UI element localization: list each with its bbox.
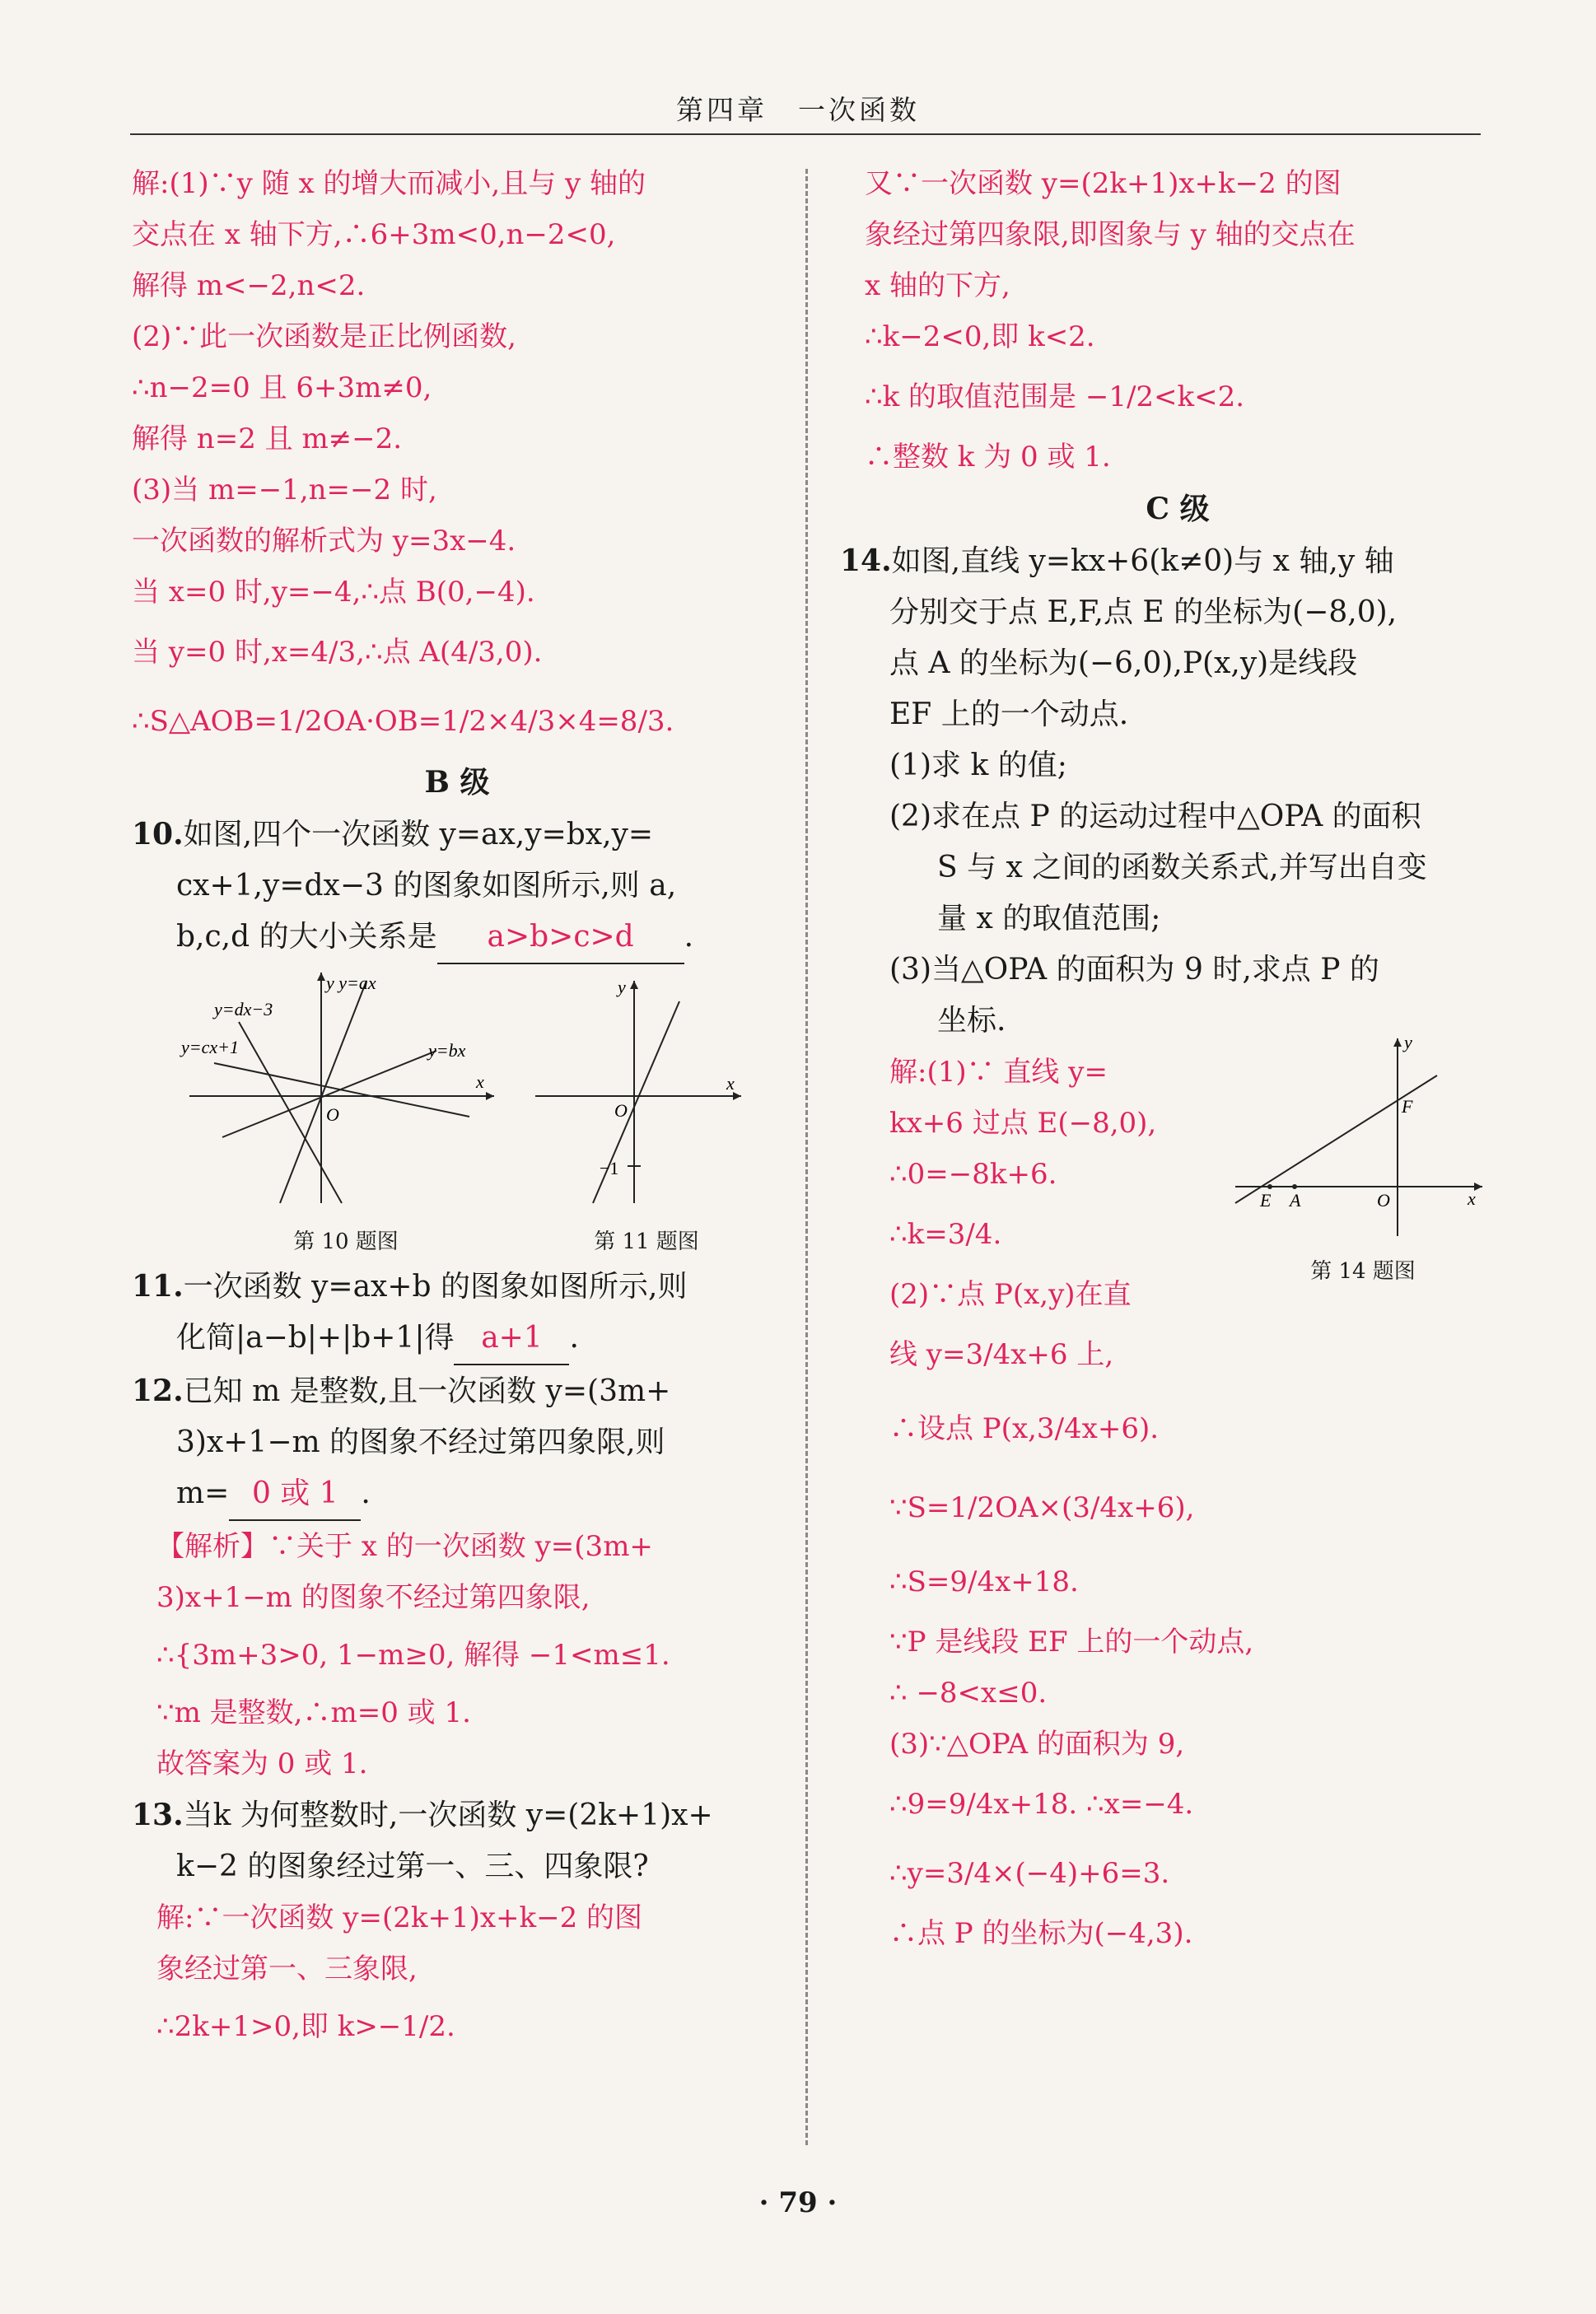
q14-solution-line: ∴ −8<x≤0. <box>889 1677 1048 1710</box>
q11-text: 一次函数 y=ax+b 的图象如图所示,则 <box>183 1270 688 1304</box>
q14-part: S 与 x 之间的函数关系式,并写出自变 <box>937 851 1427 884</box>
fig10-label: y=cx+1 <box>181 1037 239 1057</box>
fig10-caption: 第 10 题图 <box>293 1229 399 1254</box>
q10-text: 如图,四个一次函数 y=ax,y=bx,y= <box>183 818 654 851</box>
fig14-label: y <box>1404 1032 1412 1052</box>
figure-10 <box>181 964 502 1255</box>
sol9-line: 当 x=0 时,y=−4,∴点 B(0,−4). <box>132 576 535 609</box>
fig11-label: x <box>726 1073 735 1094</box>
figure-10-graph <box>181 964 502 1211</box>
q14-solution-line: 线 y=3/4x+6 上, <box>889 1338 1114 1371</box>
q11-answer-blank <box>454 1313 569 1365</box>
question-10: 10.如图,四个一次函数 y=ax,y=bx,y= cx+1,y=dx−3 的图象如图所示,则 a, b,c,d 的大小关系是 a>b>c>d . <box>132 809 782 964</box>
sol9-line: 解得 n=2 且 m≠−2. <box>132 422 403 455</box>
fig11-label: y <box>618 977 626 997</box>
sol13-line: x 轴的下方, <box>865 269 1010 302</box>
question-14 <box>840 535 1491 1959</box>
sol9-line: 当 y=0 时,x=4/3,∴点 A(4/3,0). <box>132 636 543 669</box>
q12-number: 12. <box>132 1374 184 1408</box>
fig10-label: y=bx <box>428 1040 466 1061</box>
q14-solution-line: (2)∵点 P(x,y)在直 <box>889 1278 1132 1311</box>
q14-text: 如图,直线 y=kx+6(k≠0)与 x 轴,y 轴 <box>891 544 1394 578</box>
q13-solution-line: ∴2k+1>0,即 k>−1/2. <box>156 2010 455 2043</box>
q13-solution-line: 象经过第一、三象限, <box>156 1952 418 1985</box>
q12-analysis-line: ∴{3m+3>0, 1−m≥0, 解得 −1<m≤1. <box>156 1639 670 1672</box>
fig11-caption: 第 11 题图 <box>594 1229 699 1254</box>
q14-solution-line: ∴S=9/4x+18. <box>889 1565 1079 1598</box>
q14-solution-line: ∴9=9/4x+18. ∴x=−4. <box>889 1788 1194 1821</box>
right-column <box>840 158 1491 1959</box>
q14-solution-line: kx+6 过点 E(−8,0), <box>889 1107 1157 1140</box>
fig14-y-arrow <box>1393 1038 1402 1047</box>
figure-14-graph <box>1235 1030 1491 1244</box>
q14-part: 坐标. <box>937 1004 1006 1038</box>
q14-text: 分别交于点 E,F,点 E 的坐标为(−8,0), <box>889 595 1398 629</box>
q14-part: (2)求在点 P 的运动过程中△OPA 的面积 <box>889 800 1421 833</box>
sol9-line: 交点在 x 轴下方,∴6+3m<0,n−2<0, <box>132 218 616 251</box>
q12-text: 3)x+1−m 的图象不经过第四象限,则 <box>176 1425 665 1459</box>
sol9-line: 解:(1)∵y 随 x 的增大而减小,且与 y 轴的 <box>132 167 646 200</box>
q14-solution-line: ∵P 是线段 EF 上的一个动点, <box>889 1626 1254 1659</box>
question-13 <box>132 1789 782 2059</box>
q14-text: 点 A 的坐标为(−6,0),P(x,y)是线段 <box>889 646 1358 680</box>
q14-solution-line: ∴k=3/4. <box>889 1218 1002 1251</box>
q10-text: cx+1,y=dx−3 的图象如图所示,则 a, <box>176 869 677 903</box>
q10-text: b,c,d 的大小关系是 <box>176 920 437 954</box>
q12-analysis-line: 故答案为 0 或 1. <box>156 1747 368 1780</box>
fig11-label: −1 <box>600 1158 619 1178</box>
figure-11 <box>535 964 758 1255</box>
fig10-label: O <box>326 1104 339 1125</box>
sol13-line: ∴k−2<0,即 k<2. <box>865 320 1095 353</box>
q11-number: 11. <box>132 1269 184 1304</box>
fig14-line-ef <box>1235 1075 1437 1203</box>
sol9-line: (2)∵此一次函数是正比例函数, <box>132 320 516 353</box>
solution-9 <box>132 158 782 756</box>
q12-text: 已知 m 是整数,且一次函数 y=(3m+ <box>183 1374 671 1408</box>
figures-10-11 <box>132 964 782 1261</box>
q13-number: 13. <box>132 1798 184 1832</box>
q14-solution-line: ∴点 P 的坐标为(−4,3). <box>889 1917 1193 1950</box>
sol13-line: ∴整数 k 为 0 或 1. <box>865 441 1111 474</box>
sol9-line: 一次函数的解析式为 y=3x−4. <box>132 525 516 558</box>
q12-analysis-line: 3)x+1−m 的图象不经过第四象限, <box>156 1581 590 1614</box>
fig14-label: x <box>1468 1188 1476 1209</box>
figure-14 <box>1235 1030 1491 1285</box>
sol13-line: 又∵一次函数 y=(2k+1)x+k−2 的图 <box>865 167 1342 200</box>
level-c-heading: C 级 <box>1146 492 1210 526</box>
q10-number: 10. <box>132 817 184 851</box>
q12-answer-blank <box>229 1468 361 1521</box>
fig10-label: y y=ax <box>326 973 376 993</box>
sol9-line: 解得 m<−2,n<2. <box>132 269 366 302</box>
q14-text: EF 上的一个动点. <box>889 697 1129 731</box>
fig14-label: O <box>1377 1190 1390 1211</box>
q11-text: 化简|a−b|+|b+1|得 <box>176 1321 455 1355</box>
q13-text: 当k 为何整数时,一次函数 y=(2k+1)x+ <box>183 1798 713 1832</box>
fig10-label: x <box>476 1071 484 1092</box>
sol13-line: 象经过第四象限,即图象与 y 轴的交点在 <box>865 218 1356 251</box>
q10-answer-blank <box>437 912 684 964</box>
sol9-line: (3)当 m=−1,n=−2 时, <box>132 474 437 506</box>
q12-analysis-line: 【解析】∵关于 x 的一次函数 y=(3m+ <box>156 1530 653 1563</box>
header-rule <box>130 133 1481 135</box>
q14-solution-line: (3)∵△OPA 的面积为 9, <box>889 1728 1185 1761</box>
q13-text: k−2 的图象经过第一、三、四象限? <box>176 1850 649 1883</box>
fig14-point-a <box>1292 1184 1297 1189</box>
sol9-line: ∴n−2=0 且 6+3m≠0, <box>132 371 432 404</box>
q14-number: 14. <box>840 544 892 578</box>
fig14-label: E <box>1260 1190 1272 1211</box>
q12-analysis-line: ∵m 是整数,∴m=0 或 1. <box>156 1696 471 1729</box>
fig14-label: F <box>1402 1096 1413 1117</box>
fig14-label: A <box>1290 1190 1301 1211</box>
q11-answer: a+1 <box>481 1321 543 1355</box>
left-column <box>132 158 782 2059</box>
page-number: · 79 · <box>758 2186 838 2219</box>
q14-part: (3)当△OPA 的面积为 9 时,求点 P 的 <box>889 953 1379 987</box>
solution-13-continued <box>865 158 1491 483</box>
fig14-point-e <box>1267 1184 1272 1189</box>
q10-answer: a>b>c>d <box>487 920 634 954</box>
sol9-line: ∴S△AOB=1/2OA·OB=1/2×4/3×4=8/3. <box>132 705 674 738</box>
column-divider <box>805 169 808 2145</box>
q13-solution-line: 解:∵一次函数 y=(2k+1)x+k−2 的图 <box>156 1901 643 1934</box>
q14-solution-line: ∵S=1/2OA×(3/4x+6), <box>889 1491 1195 1524</box>
fig10-x-arrow <box>486 1092 494 1100</box>
fig11-label: O <box>614 1100 628 1121</box>
fig14-caption: 第 14 题图 <box>1310 1259 1416 1284</box>
q14-solution-line: 解:(1)∵ 直线 y= <box>889 1056 1108 1089</box>
q14-solution-line: ∴y=3/4×(−4)+6=3. <box>889 1857 1170 1890</box>
q12-answer: 0 或 1 <box>251 1477 338 1510</box>
question-11: 11.一次函数 y=ax+b 的图象如图所示,则 化简|a−b|+|b+1|得 a+1 . <box>132 1261 782 1365</box>
fig10-y-arrow <box>317 973 325 981</box>
figure-11-graph <box>535 964 758 1211</box>
q14-solution-line: ∴0=−8k+6. <box>889 1158 1057 1191</box>
fig10-label: y=dx−3 <box>214 999 273 1019</box>
q12-text: m= <box>176 1477 230 1510</box>
question-12: 12.已知 m 是整数,且一次函数 y=(3m+ 3)x+1−m 的图象不经过第四象限,则 m= 0 或 1 . 【解析】∵关于 x 的一次函数 y=(3m+ 3)x+1−m 的图象不经过第四象限, ∴{3m+3>0, 1−m≥0, 解得 −1<m≤1. ∵m 是整数,∴m=0 或 1. 故答案为 0 或 1. <box>132 1365 782 1789</box>
level-b-heading: B 级 <box>424 765 490 800</box>
fig10-line-cx1 <box>214 1063 469 1117</box>
q14-solution-line: ∴设点 P(x,3/4x+6). <box>889 1412 1160 1445</box>
q14-part: 量 x 的取值范围; <box>937 902 1161 935</box>
fig11-y-arrow <box>630 981 638 989</box>
q14-solution-block <box>865 1032 1491 1959</box>
chapter-header: 第四章 一次函数 <box>676 94 920 126</box>
sol13-line: ∴k 的取值范围是 −1/2<k<2. <box>865 380 1245 413</box>
q14-part: (1)求 k 的值; <box>889 749 1067 782</box>
